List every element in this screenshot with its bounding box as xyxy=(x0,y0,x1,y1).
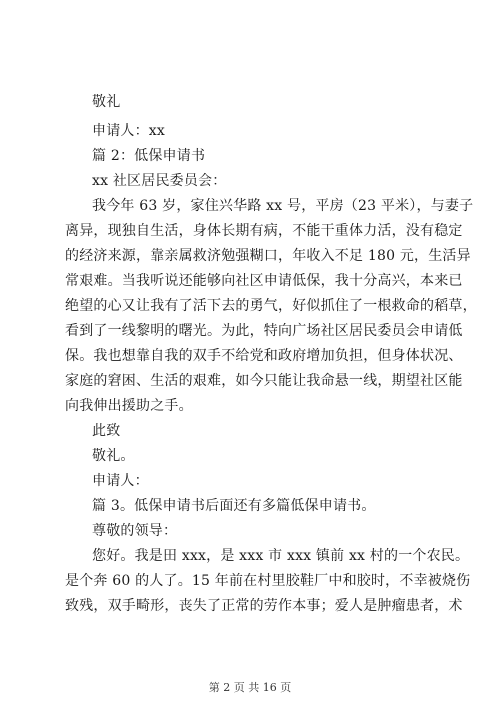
paragraph-line: 常艰难。当我听说还能够向社区申请低保，我十分高兴，本来已 xyxy=(65,273,463,289)
paragraph-line: 绝望的心又让我有了活下去的勇气，好似抓住了一根救命的稻草， xyxy=(65,298,477,314)
section-heading-3: 篇 3。低保申请书后面还有多篇低保申请书。 xyxy=(92,498,376,514)
section-heading-2: 篇 2：低保申请书 xyxy=(92,148,206,164)
paragraph-line: 保。我也想靠自我的双手不给党和政府增加负担，但身体状况、 xyxy=(65,348,463,364)
page-indicator: 第 2 页 共 16 页 xyxy=(208,681,292,694)
paragraph-line: 看到了一线黎明的曙光。为此，特向广场社区居民委员会申请低 xyxy=(65,323,463,339)
paragraph-line: 向我伸出援助之手。 xyxy=(65,398,193,414)
closing-salute: 敬礼 xyxy=(92,94,121,110)
paragraph-line: 是个奔 60 的人了。15 年前在村里胶鞋厂中和胶时，不幸被烧伤 xyxy=(65,573,471,589)
paragraph-line: 的经济来源，靠亲属救济勉强糊口，年收入不足 180 元，生活异 xyxy=(65,248,471,264)
applicant-line: 申请人： xyxy=(92,473,149,489)
paragraph-line: 我今年 63 岁，家住兴华路 xx 号，平房（23 平米），与妻子 xyxy=(92,198,474,214)
paragraph-line: 致残，双手畸形，丧失了正常的劳作本事；爱人是肿瘤患者，术 xyxy=(65,598,463,614)
closing-salute: 敬礼。 xyxy=(92,448,135,464)
recipient-line: 尊敬的领导： xyxy=(92,523,178,539)
paragraph-line: 您好。我是田 xxx，是 xxx 市 xxx 镇前 xx 村的一个农民。 xyxy=(92,548,470,564)
recipient-line: xx 社区居民委员会： xyxy=(92,173,227,189)
paragraph-line: 家庭的窘困、生活的艰难，如今只能让我命悬一线，期望社区能 xyxy=(65,373,463,389)
closing-line: 此致 xyxy=(92,423,121,439)
applicant-line: 申请人：xx xyxy=(92,123,165,139)
paragraph-line: 离异，现独自生活，身体长期有病，不能干重体力活，没有稳定 xyxy=(65,223,463,239)
